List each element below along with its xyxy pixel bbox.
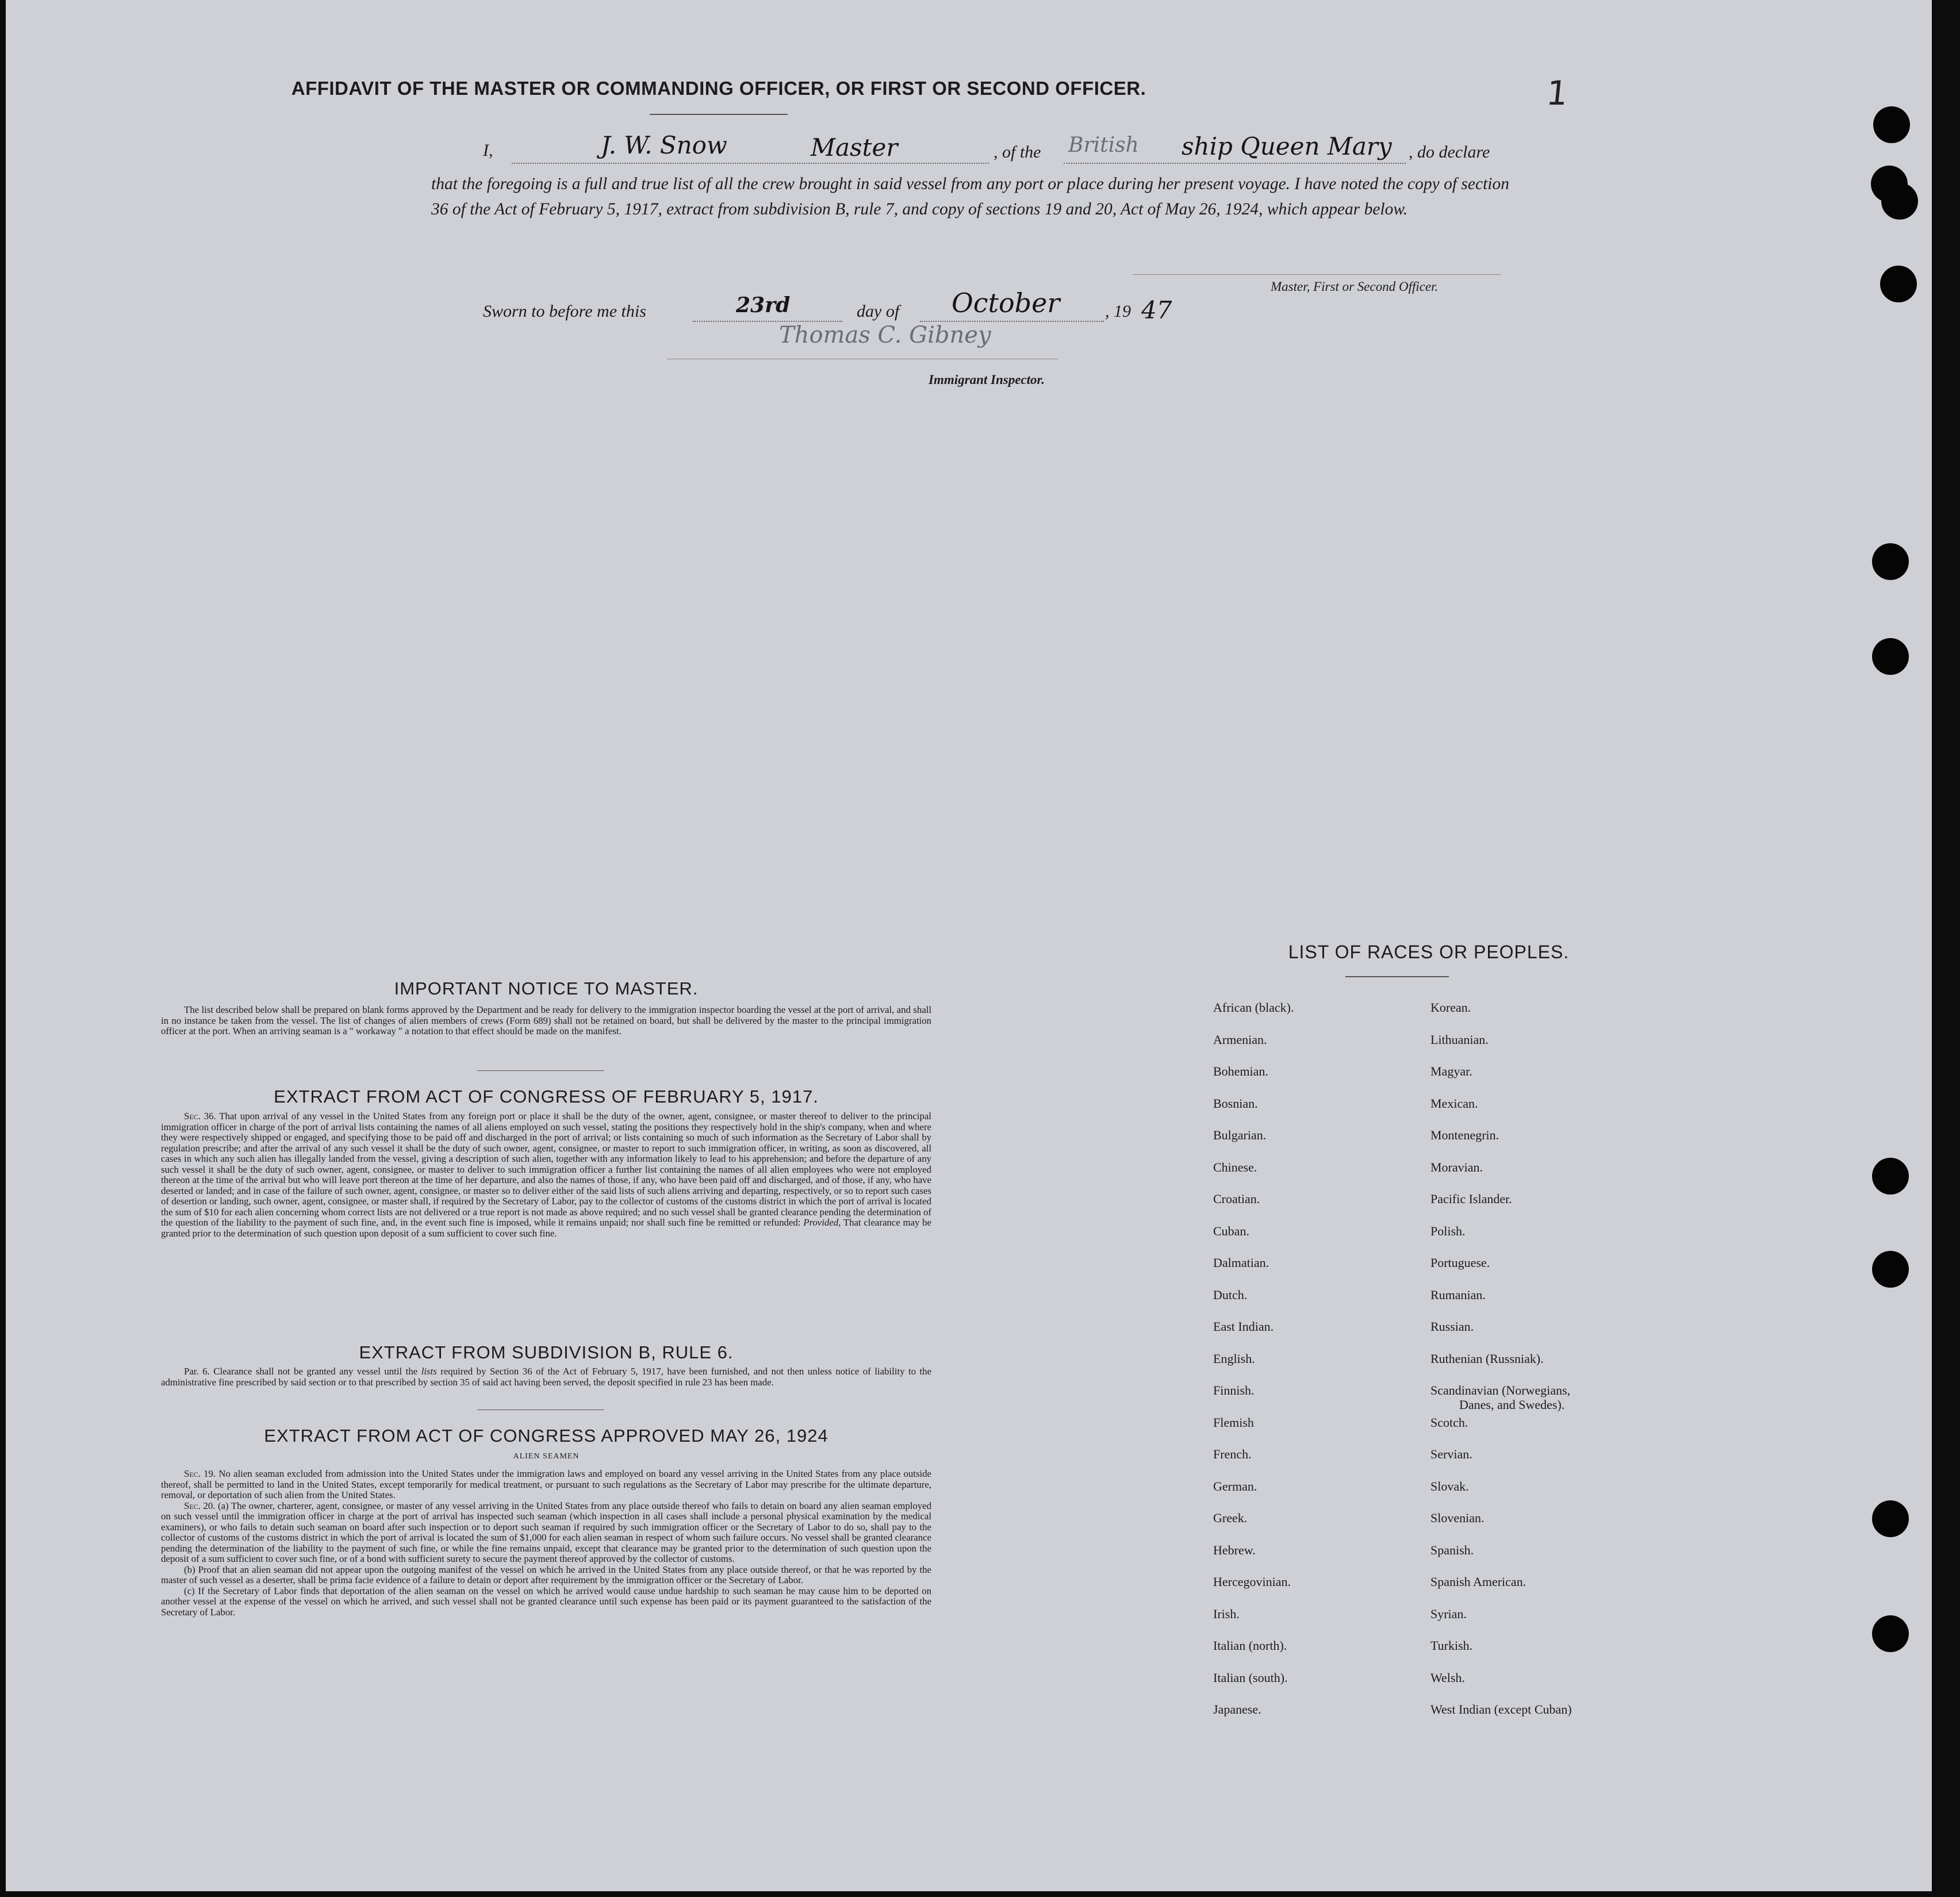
ship-nationality: British bbox=[1068, 133, 1139, 157]
race-item: Welsh. bbox=[1430, 1670, 1465, 1685]
declarant-name: J. W. Snow bbox=[601, 131, 727, 159]
race-item: Cuban. bbox=[1213, 1223, 1249, 1238]
act-1917-heading: EXTRACT FROM ACT OF CONGRESS OF FEBRUARY 5, 1917. bbox=[274, 1086, 819, 1107]
race-item: Servian. bbox=[1430, 1447, 1472, 1461]
race-item: Croatian. bbox=[1213, 1192, 1260, 1206]
inspector-signature: Thomas C. Gibney bbox=[779, 322, 991, 348]
race-item: Montenegrin. bbox=[1430, 1128, 1499, 1142]
act-1917-text bbox=[161, 1111, 931, 1239]
punch-hole bbox=[1872, 543, 1909, 580]
rule-6-text-before: Clearance shall not be granted any vessel until the bbox=[213, 1366, 418, 1377]
document-page bbox=[6, 0, 1932, 1891]
of-the-text: , of the bbox=[994, 143, 1041, 162]
races-heading: LIST OF RACES OR PEOPLES. bbox=[1288, 942, 1570, 962]
race-item: Spanish American. bbox=[1430, 1575, 1526, 1589]
proviso-label: Provided, bbox=[803, 1217, 841, 1228]
race-item: Syrian. bbox=[1430, 1606, 1467, 1621]
race-item: Hercegovinian. bbox=[1213, 1575, 1291, 1589]
ship-line bbox=[1064, 163, 1406, 164]
rule-6-text-after: required by Section 36 of the Act of February 5, 1917, have been furnished, and not then unless notice of liability to the administrative fine prescribed by said section or to that prescribed by section 35 of said act having been served, the deposit specified in rule 23 has been made. bbox=[161, 1366, 932, 1388]
race-item: Ruthenian (Russniak). bbox=[1430, 1351, 1544, 1366]
race-item: Pacific Islander. bbox=[1430, 1192, 1512, 1206]
notice-heading: IMPORTANT NOTICE TO MASTER. bbox=[394, 978, 699, 999]
race-item: African (black). bbox=[1213, 1000, 1294, 1015]
rule-6-text bbox=[161, 1366, 931, 1388]
race-item: English. bbox=[1213, 1351, 1255, 1366]
ship-name: ship Queen Mary bbox=[1182, 132, 1392, 160]
punch-hole bbox=[1881, 183, 1918, 220]
inspector-caption: Immigrant Inspector. bbox=[929, 373, 1045, 387]
race-item: Italian (north). bbox=[1213, 1638, 1287, 1653]
year-prefix: , 19 bbox=[1105, 302, 1131, 321]
declaration-body: that the foregoing is a full and true list of all the crew brought in said vessel from any port or place during her present voyage. I have noted the copy of section 36 of the Act of February 5, 1917, extract from subdivision B, rule 7, and copy of sections 19 and 20, Act of May 26, 1924, which appear below. bbox=[431, 175, 1509, 218]
do-declare-text: , do declare bbox=[1409, 143, 1490, 162]
race-item: Portuguese. bbox=[1430, 1255, 1490, 1270]
par-6-label: Par. 6. bbox=[184, 1366, 210, 1377]
race-item: East Indian. bbox=[1213, 1319, 1274, 1334]
race-item: Korean. bbox=[1430, 1000, 1471, 1015]
races-divider bbox=[1345, 976, 1449, 977]
race-item: Slovenian. bbox=[1430, 1511, 1485, 1525]
race-item: Hebrew. bbox=[1213, 1542, 1256, 1557]
punch-hole bbox=[1872, 1615, 1909, 1652]
declarant-line bbox=[512, 163, 989, 164]
race-item: Scotch. bbox=[1430, 1415, 1468, 1430]
sec-36-text: That upon arrival of any vessel in the United States from any foreign port or place it shall be the duty of the owner, agent, consignee, or master thereof to deliver to the principal immigration officer in charge of the port of arrival lists containing the names of all aliens employed on such vessel, stating the positions they respectively hold in the ship's company, when and where they were respectively shipped or engaged, and specifying those to be paid off and discharged in the port of arrival; or lists containing so much of such information as the Secretary of Labor shall by regulation prescribe; and after the arrival of any such vessel it shall be the duty of such owner, agent, consignee, or master to report to such immigration officer, in writing, as soon as discovered, all cases in which any such alien has illegally landed from the vessel, giving a description of such alien, together with any information likely to lead to his apprehension; and before the departure of any such vessel it shall be the duty of such owner, agent, consignee, or master to deliver to such immigration officer a further list containing the names of all alien employees who were not employed thereon at the time of the arrival but who will leave port thereon at the time of her departure, and also the names of those, if any, who have been paid off and discharged, and of those, if any, who have deserted or landed; and in case of the failure of such owner, agent, consignee, or master so to deliver either of the said lists of such aliens arriving and departing, respectively, or so to report such cases of desertion or landing, such owner, agent, consignee, or master shall, if required by the Secretary of Labor, pay to the collector of customs of the customs district in which the port of arrival is located the sum of $10 for each alien concerning whom correct lists are not delivered or a true report is not made as above required; and no such vessel shall be granted clearance pending the determination of the question of the liability to the payment of such fine, and, in the event such fine is imposed, while it remains unpaid; nor shall such fine be remitted or refunded: bbox=[161, 1111, 931, 1228]
sec-36-label: Sec. 36. bbox=[184, 1111, 216, 1122]
race-item: Russian. bbox=[1430, 1319, 1474, 1334]
race-item: Slovak. bbox=[1430, 1479, 1469, 1493]
notice-paragraph: The list described below shall be prepared on blank forms approved by the Department and be ready for delivery to the immigration inspector boarding the vessel at the port of arrival, and shall in no instance be taken from the vessel. The list of changes of alien members of crews (Form 689) shall not be retained on board, but shall be delivered by the master to the principal immigration officer at the port. When an arriving seaman is a " workaway " a notation to that effect should be made on the manifest. bbox=[161, 1004, 931, 1036]
race-item: Italian (south). bbox=[1213, 1670, 1288, 1685]
affidavit-title: AFFIDAVIT OF THE MASTER OR COMMANDING OFFICER, OR FIRST OR SECOND OFFICER. bbox=[291, 78, 1146, 99]
sworn-prefix: Sworn to before me this bbox=[483, 302, 646, 321]
race-item: Greek. bbox=[1213, 1511, 1248, 1525]
race-item: Polish. bbox=[1430, 1223, 1466, 1238]
punch-hole bbox=[1872, 1251, 1909, 1288]
lists-word: lists bbox=[421, 1366, 437, 1377]
proviso-text: That clearance may be granted prior to the determination of such question upon deposit of a sum sufficient to cover such fine. bbox=[161, 1217, 931, 1239]
race-item: Armenian. bbox=[1213, 1032, 1267, 1047]
sec-20a-text: (a) The owner, charterer, agent, consignee, or master of any vessel arriving in the United States from any place outside thereof who fails to detain on board any alien seaman employed on such vessel until the immigration officer in charge at the port of arrival has inspected such seaman (which inspection in all cases shall include a personal physical examination by the medical examiners), or who fails to detain such seaman on board after such inspection or to deport such seaman if required by such immigration officer or the Secretary of Labor to do so, shall pay to the collector of customs of the customs district in which the port of arrival is located the sum of $1,000 for each alien seaman in respect of whom such failure occurs. No vessel shall be granted clearance pending the determination of the liability to the payment of such fine, or while the fine remains unpaid, except that clearance may be granted prior to the determination of such question upon the deposit of a sum sufficient to cover such fine, or of a bond with sufficient surety to secure the payment thereof approved by the collector of customs. bbox=[161, 1500, 931, 1564]
declarant-rank: Master bbox=[811, 133, 898, 162]
title-divider bbox=[650, 114, 788, 115]
race-item: Dutch. bbox=[1213, 1287, 1248, 1302]
race-item: Mexican. bbox=[1430, 1096, 1478, 1111]
page-number: 1 bbox=[1544, 74, 1570, 113]
declarant-prefix: I, bbox=[483, 141, 493, 160]
race-item: Bulgarian. bbox=[1213, 1128, 1267, 1142]
sworn-day: 23rd bbox=[736, 293, 791, 317]
sec-20b-text: (b) Proof that an alien seaman did not appear upon the outgoing manifest of the vessel on which he arrived in the United States from any place outside thereof, or that he was reported by the master of such vessel as a deserter, shall be prima facie evidence of a failure to detain or deport after requirement by the immigration officer or the Secretary of Labor. bbox=[161, 1564, 931, 1585]
race-item: Turkish. bbox=[1430, 1638, 1473, 1653]
race-item: Bohemian. bbox=[1213, 1064, 1268, 1078]
race-item: Irish. bbox=[1213, 1606, 1240, 1621]
race-item: Japanese. bbox=[1213, 1702, 1261, 1716]
race-item: Spanish. bbox=[1430, 1542, 1474, 1557]
punch-hole bbox=[1872, 1158, 1909, 1195]
sec-20c-text: (c) If the Secretary of Labor finds that deportation of the alien seaman on the vessel on which he arrived would cause undue hardship to such seaman he may cause him to be deported on another vessel at the expense of the vessel on which he arrived, and such vessel shall not be granted clearance until such expense has been paid or its payment guaranteed to the satisfaction of the Secretary of Labor. bbox=[161, 1585, 931, 1618]
race-item: Danes, and Swedes). bbox=[1459, 1397, 1565, 1412]
race-item: Dalmatian. bbox=[1213, 1255, 1269, 1270]
race-item: West Indian (except Cuban) bbox=[1430, 1702, 1572, 1716]
alien-seamen-subheading: ALIEN SEAMEN bbox=[513, 1452, 580, 1461]
punch-hole bbox=[1880, 266, 1917, 302]
race-item: Moravian. bbox=[1430, 1159, 1483, 1174]
act-1924-text bbox=[161, 1469, 931, 1618]
punch-hole bbox=[1872, 1500, 1909, 1537]
race-item: Bosnian. bbox=[1213, 1096, 1258, 1111]
rule-6-heading: EXTRACT FROM SUBDIVISION B, RULE 6. bbox=[359, 1342, 734, 1362]
race-item: French. bbox=[1213, 1447, 1252, 1461]
master-signature-caption: Master, First or Second Officer. bbox=[1271, 279, 1439, 294]
race-item: Scandinavian (Norwegians, bbox=[1430, 1383, 1571, 1397]
race-item: German. bbox=[1213, 1479, 1257, 1493]
year-suffix: 47 bbox=[1141, 296, 1172, 324]
sworn-month: October bbox=[952, 287, 1060, 318]
punch-hole bbox=[1873, 106, 1910, 143]
sec-20-label: Sec. 20. bbox=[184, 1500, 216, 1511]
day-of-text: day of bbox=[857, 302, 900, 321]
race-item: Lithuanian. bbox=[1430, 1032, 1489, 1047]
race-item: Rumanian. bbox=[1430, 1287, 1486, 1302]
section-divider bbox=[477, 1070, 604, 1071]
master-signature-line bbox=[1133, 274, 1501, 275]
race-item: Chinese. bbox=[1213, 1159, 1257, 1174]
act-1924-heading: EXTRACT FROM ACT OF CONGRESS APPROVED MAY 26, 1924 bbox=[264, 1426, 829, 1446]
race-item: Flemish bbox=[1213, 1415, 1254, 1430]
sec-19-label: Sec. 19. bbox=[184, 1468, 216, 1479]
sec-19-text: No alien seaman excluded from admission into the United States under the immigration laws and employed on board any vessel arriving in the United States from any place outside thereof, shall be permitted to land in the United States, except temporarily for medical treatment, or pursuant to such regulations as the Secretary of Labor may prescribe for the ultimate departure, removal, or deportation of such alien from the United States. bbox=[161, 1468, 931, 1500]
punch-hole bbox=[1872, 638, 1909, 675]
race-item: Finnish. bbox=[1213, 1383, 1255, 1397]
race-item: Magyar. bbox=[1430, 1064, 1472, 1078]
notice-text bbox=[161, 1005, 931, 1037]
